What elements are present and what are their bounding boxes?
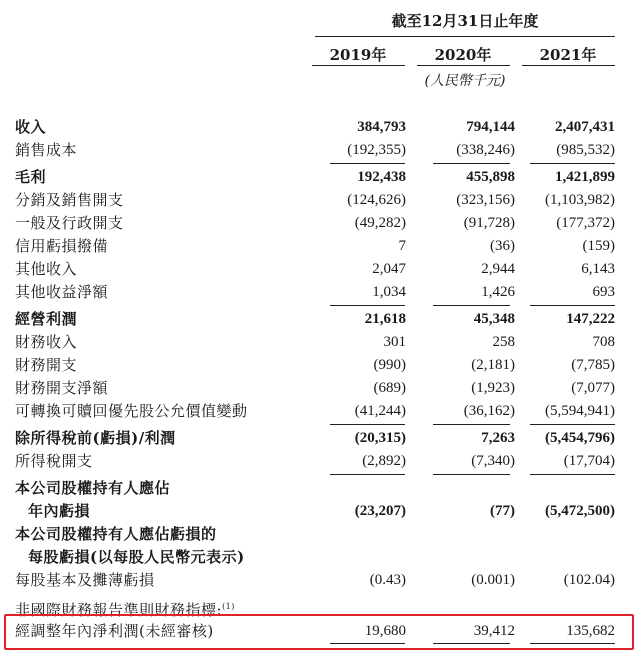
table-row <box>0 500 640 523</box>
value-2020: (36,162) <box>463 403 515 419</box>
value-2020: 455,898 <box>466 169 515 185</box>
table-row <box>0 477 640 500</box>
year-2021: 2021年 <box>539 46 597 64</box>
row-label: 毛利 <box>15 168 47 186</box>
value-2019: 2,047 <box>372 261 406 277</box>
value-2020: (77) <box>490 503 515 519</box>
table-row <box>0 212 640 235</box>
subtotal-rule-2021 <box>530 474 615 475</box>
row-label: 每股虧損(以每股人民幣元表示) <box>28 548 245 566</box>
row-label: 經營利潤 <box>15 310 78 328</box>
value-2020: (36) <box>490 238 515 254</box>
subtotal-rule-2020 <box>433 305 510 306</box>
subtotal-rule-2020 <box>433 424 510 425</box>
row-label: 信用虧損撥備 <box>15 237 109 255</box>
row-label: 本公司股權持有人應佔 <box>15 479 171 497</box>
row-label: 財務開支淨額 <box>15 379 109 397</box>
row-label-text: 非國際財務報告準則財務指標: <box>15 601 223 619</box>
value-2021: 2,407,431 <box>555 119 615 135</box>
value-2019: (23,207) <box>354 503 406 519</box>
table-row <box>0 281 640 304</box>
value-2021: 693 <box>592 284 615 300</box>
value-2019: (41,244) <box>354 403 406 419</box>
table-row <box>0 235 640 258</box>
subtotal-rule-2021 <box>530 163 615 164</box>
value-2021: (7,077) <box>571 380 615 396</box>
footnote-marker: (1) <box>222 602 235 611</box>
subtotal-rule-2020 <box>433 163 510 164</box>
highlight-box <box>4 614 634 650</box>
table-row <box>0 166 640 189</box>
subtotal-rule-2019 <box>330 424 405 425</box>
value-2019: (20,315) <box>354 430 406 446</box>
row-label: 年內虧損 <box>28 502 91 520</box>
currency-unit: (人民幣千元) <box>424 73 506 89</box>
table-row <box>0 546 640 569</box>
subtotal-rule-2019 <box>330 474 405 475</box>
year-2019: 2019年 <box>329 46 387 64</box>
value-2019: 7 <box>398 238 406 254</box>
row-label: 可轉換可贖回優先股公允價值變動 <box>15 402 248 420</box>
row-label: 其他收益淨額 <box>15 283 109 301</box>
table-row <box>0 400 640 423</box>
value-2021: (7,785) <box>571 357 615 373</box>
value-2019: (0.43) <box>369 572 406 588</box>
value-2021: (5,594,941) <box>545 403 615 419</box>
row-label: 收入 <box>15 118 47 136</box>
table-row <box>0 331 640 354</box>
table-row <box>0 308 640 331</box>
subtotal-rule-2019 <box>330 305 405 306</box>
value-2021: (1,103,982) <box>545 192 615 208</box>
value-2021: 147,222 <box>566 311 615 327</box>
value-2021: (5,454,796) <box>545 430 615 446</box>
table-row <box>0 450 640 473</box>
subtotal-rule-2019 <box>330 163 405 164</box>
value-2020: (338,246) <box>456 142 515 158</box>
value-2019: (990) <box>373 357 406 373</box>
row-label: 分銷及銷售開支 <box>15 191 124 209</box>
row-label: 除所得稅前(虧損)/利潤 <box>15 429 176 447</box>
value-2019: (49,282) <box>354 215 406 231</box>
value-2021: (17,704) <box>563 453 615 469</box>
row-label: 財務開支 <box>15 356 78 374</box>
value-2021: 135,682 <box>566 623 615 639</box>
value-2020: 794,144 <box>466 119 515 135</box>
table-row <box>0 569 640 592</box>
year-underline-2021 <box>522 65 615 66</box>
subtotal-rule-2021 <box>530 424 615 425</box>
year-2020: 2020年 <box>434 46 492 64</box>
table-row <box>0 258 640 281</box>
value-2019: 1,034 <box>372 284 406 300</box>
row-label: 經調整年內淨利潤(未經審核) <box>15 622 214 640</box>
value-2020: (7,340) <box>471 453 515 469</box>
value-2020: 1,426 <box>481 284 515 300</box>
value-2020: 45,348 <box>473 311 515 327</box>
table-row <box>0 189 640 212</box>
value-2020: (2,181) <box>471 357 515 373</box>
table-row <box>0 354 640 377</box>
value-2020: (91,728) <box>463 215 515 231</box>
row-label: 財務收入 <box>15 333 78 351</box>
value-2021: (5,472,500) <box>545 503 615 519</box>
row-label: 一般及行政開支 <box>15 214 124 232</box>
table-row <box>0 116 640 139</box>
value-2021: (102.04) <box>563 572 615 588</box>
value-2019: (689) <box>373 380 406 396</box>
value-2020: (1,923) <box>471 380 515 396</box>
value-2019: 19,680 <box>364 623 406 639</box>
row-label: 所得稅開支 <box>15 452 93 470</box>
value-2021: (985,532) <box>556 142 615 158</box>
table-row <box>0 377 640 400</box>
period-underline <box>315 36 615 37</box>
value-2020: 39,412 <box>473 623 515 639</box>
value-2020: (323,156) <box>456 192 515 208</box>
value-2021: 1,421,899 <box>555 169 615 185</box>
value-2021: 6,143 <box>581 261 615 277</box>
value-2020: 7,263 <box>481 430 515 446</box>
value-2019: 301 <box>383 334 406 350</box>
value-2021: (177,372) <box>556 215 615 231</box>
subtotal-rule-2020 <box>433 474 510 475</box>
value-2021: 708 <box>592 334 615 350</box>
value-2021: (159) <box>582 238 615 254</box>
row-label: 其他收入 <box>15 260 78 278</box>
row-label: 本公司股權持有人應佔虧損的 <box>15 525 217 543</box>
value-2020: 258 <box>492 334 515 350</box>
value-2019: 384,793 <box>357 119 406 135</box>
value-2020: 2,944 <box>481 261 515 277</box>
subtotal-rule-2021 <box>530 305 615 306</box>
value-2019: (192,355) <box>347 142 406 158</box>
table-row <box>0 139 640 162</box>
value-2019: 21,618 <box>364 311 406 327</box>
value-2019: (2,892) <box>362 453 406 469</box>
value-2020: (0.001) <box>471 572 515 588</box>
value-2019: (124,626) <box>347 192 406 208</box>
table-row <box>0 523 640 546</box>
period-header: 截至12月31日止年度 <box>391 12 539 30</box>
table-row <box>0 427 640 450</box>
row-label: 每股基本及攤薄虧損 <box>15 571 155 589</box>
year-underline-2019 <box>312 65 405 66</box>
year-underline-2020 <box>417 65 510 66</box>
value-2019: 192,438 <box>357 169 406 185</box>
row-label: 銷售成本 <box>15 141 78 159</box>
